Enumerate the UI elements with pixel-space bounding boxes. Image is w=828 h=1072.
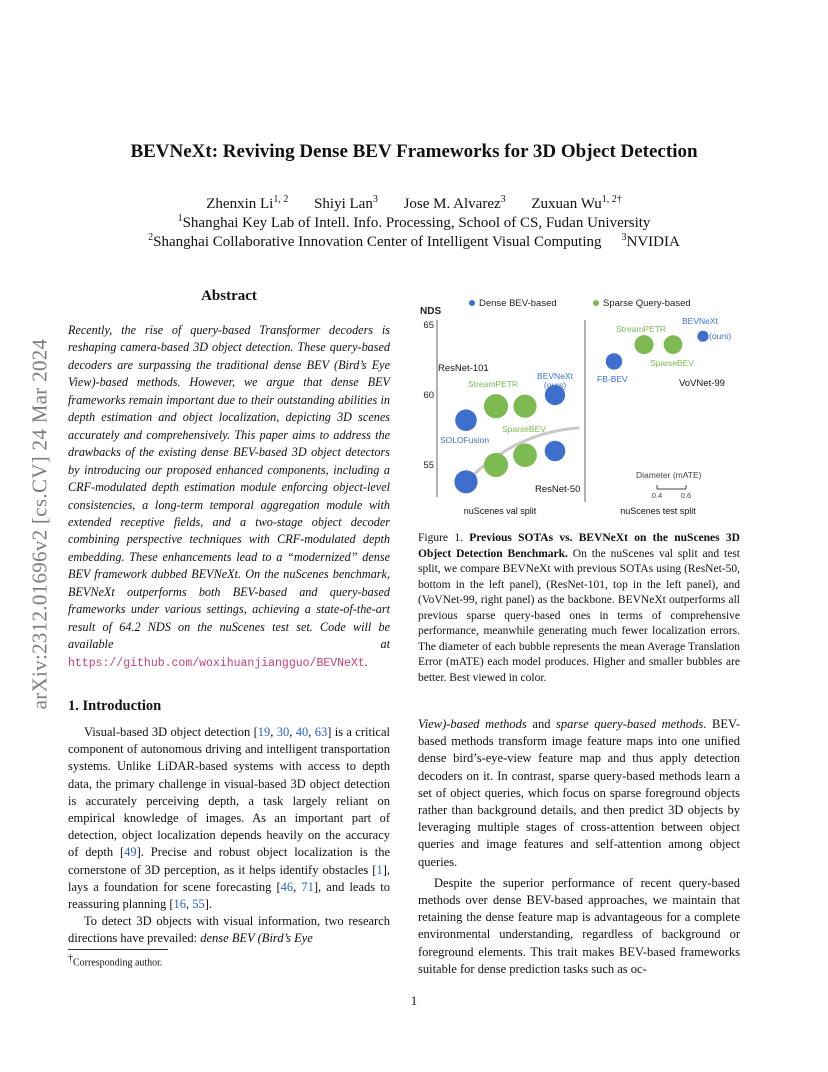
author: Zuxuan $Wu^{1, 2\dagger}$ xyxy=(531,194,622,212)
bubble xyxy=(454,470,477,493)
paragraph: Visual-based 3D object detection [19, 30, 40, 63] is a critical component of autonomous driving and intelligent transportation systems. Unlike LiDAR-based systems with access to depth data, the primary challenge in visual-based 3D object detection is accurately perceiving depth, a task largely reliant on empirical knowledge of images. As an important part of detection, object localization depends heavily on the accuracy of depth [49]. Precise and robust object localization is the cornerstone of 3D perception, as it helps identify obstacles [1], lays a foundation for scene forecasting [46, 71], and leads to reassuring planning [16, 55]. xyxy=(68,725,391,912)
section-heading-introduction: 1. Introduction xyxy=(68,698,162,714)
author-list xyxy=(0,194,828,213)
point-label: StreamPETR xyxy=(616,324,667,334)
bubble xyxy=(484,453,508,477)
legend-sparse-label: Sparse Query-based xyxy=(603,298,691,309)
backbone-label: ResNet-101 xyxy=(438,363,489,374)
author: Jose M. Alvarez$^3$ xyxy=(403,194,506,212)
y-tick-label: 60 xyxy=(423,390,434,401)
page-number: 1 xyxy=(410,993,418,1008)
abstract-text: Recently, the rise of query-based Transformer decoders is reshaping camera-based 3D object detection. These query-based decoders are surpassing the traditional dense BEV (Bird’s Eye View)-based methods. However, we argue that dense BEV frameworks remain important due to their outstanding abilities in depth estimation and object localization, depicting 3D scenes accurately and comprehensively. This paper aims to address the drawbacks of the existing dense BEV-based 3D object detectors by introducing our proposed enhanced components, including a CRF-modulated depth estimation module enforcing object-level consistencies, a long-term temporal aggregation module with extended receptive fields, and a two-stage object decoder combining perspective techniques with CRF-modulated depth embedding. These enhancements lead to a “modernized” dense BEV framework dubbed BEVNeXt. On the nuScenes benchmark, BEVNeXt outperforms both BEV-based and query-based frameworks under various settings, achieving a state-of-the-art result of 64.2 NDS on the nuScenes test set. Code will be available at https://github.com/woxihuanjiangguo/BEVNeXt. xyxy=(68,323,390,670)
legend-sparse-swatch xyxy=(593,300,599,306)
point-label: FB-BEV xyxy=(597,374,628,384)
bubble xyxy=(545,441,566,462)
figure-1-bubble-chart xyxy=(418,292,740,517)
abstract-heading: Abstract xyxy=(201,288,257,304)
x-axis-label: nuScenes val split xyxy=(463,506,537,516)
point-label: BEVNeXt xyxy=(682,316,718,326)
size-legend-title: Diameter (mATE) xyxy=(636,470,702,480)
footnote-rule xyxy=(68,949,168,950)
point-label: SparseBEV xyxy=(650,358,694,368)
legend-dense-swatch xyxy=(469,300,475,306)
bubble xyxy=(455,409,477,431)
intro-left-column xyxy=(68,724,390,948)
affiliation-line-2: $^2$Shanghai Collaborative Innovation Center of Intelligent Visual Computing $^3$NVIDIA xyxy=(148,232,680,250)
size-legend-tick-label: 0.6 xyxy=(680,491,692,500)
bubble xyxy=(664,335,683,354)
point-label: SparseBEV xyxy=(502,424,546,434)
citation[interactable]: 30 xyxy=(276,725,290,739)
author: Zhenxin Li$^{1, 2}$ xyxy=(206,194,289,212)
bubble xyxy=(513,443,537,467)
backbone-label: ResNet-50 xyxy=(535,484,581,495)
bubble xyxy=(697,331,708,342)
author: Shiyi Lan$^3$ xyxy=(314,194,378,212)
y-axis-label: NDS xyxy=(420,306,442,317)
point-label: BEVNeXt xyxy=(537,371,573,381)
paper-title: BEVNeXt: Reviving Dense BEV Frameworks for 3D Object Detection xyxy=(130,141,698,162)
size-legend-tick-label: 0.4 xyxy=(651,491,663,500)
point-label: (ours) xyxy=(543,380,567,390)
point-label: SOLOFusion xyxy=(440,435,490,445)
bubble xyxy=(484,394,508,418)
code-link[interactable]: https://github.com/woxihuanjiangguo/BEVNeXt xyxy=(68,656,365,670)
footnote: †Corresponding author. xyxy=(68,953,163,969)
y-tick-label: 65 xyxy=(423,320,434,331)
bubble xyxy=(606,353,622,369)
citation[interactable]: 55 xyxy=(192,897,205,912)
paragraph: View)-based methods and sparse query-based methods. BEV-based methods transform image feature maps into one unified dense bird’s-eye-view feature map and thus apply detection decoders on it. In contrast, sparse query-based methods learn a set of object queries, which focus on sparse foreground objects rather than background details, and then predict 3D objects by leveraging multiple stages of cross-attention between object queries and image features and self-attention among object queries. xyxy=(418,717,741,869)
citation[interactable]: 19 xyxy=(257,725,271,739)
x-axis-label: nuScenes test split xyxy=(620,506,696,516)
bubble xyxy=(513,395,536,418)
citation[interactable]: 1 xyxy=(376,862,383,877)
y-tick-label: 55 xyxy=(423,460,434,471)
backbone-label: VoVNet-99 xyxy=(679,378,725,389)
intro-right-column xyxy=(418,716,740,978)
paragraph: To detect 3D objects with visual information, two research directions have prevailed: dense BEV (Bird’s Eye xyxy=(68,914,390,946)
point-label: StreamPETR xyxy=(468,379,519,389)
citation[interactable]: 46 xyxy=(280,879,294,894)
citation[interactable]: 16 xyxy=(173,897,187,912)
legend-dense-label: Dense BEV-based xyxy=(479,298,557,309)
citation[interactable]: 40 xyxy=(295,725,309,739)
figure-caption: Figure 1. Previous SOTAs vs. BEVNeXt on the nuScenes 3D Object Detection Benchmark. On the nuScenes val split and test split, we compare BEVNeXt with previous SOTAs using (ResNet-50, bottom in the left panel), (ResNet-101, top in the left panel), and (VoVNet-99, right panel) as the backbone. BEVNeXt outperforms all previous sparse query-based ones in terms of comprehensive performance, meanwhile generating much fewer localization errors. The diameter of each bubble represents the mean Average Translation Error (mATE) each model produces. Higher and smaller bubbles are better. Best viewed in color. xyxy=(418,532,740,684)
citation[interactable]: 49 xyxy=(124,845,137,860)
citation[interactable]: 63 xyxy=(314,725,328,739)
citation[interactable]: 71 xyxy=(301,879,314,894)
bubble xyxy=(635,335,654,354)
affiliation-line-1: $^1$Shanghai Key Lab of Intell. Info. Processing, School of CS, Fudan University xyxy=(177,213,651,231)
arxiv-side-stamp: arXiv:2312.01696v2 [cs.CV] 24 Mar 2024 xyxy=(27,338,52,710)
paragraph: Despite the superior performance of recent query-based methods over dense BEV-based approaches, we maintain that retaining the dense feature map is advantageous for a complete environmental understanding, regardless of background or foreground elements. This trait makes BEV-based frameworks suitable for dense prediction tasks such as oc- xyxy=(418,875,740,976)
point-label: (ours) xyxy=(709,331,732,341)
